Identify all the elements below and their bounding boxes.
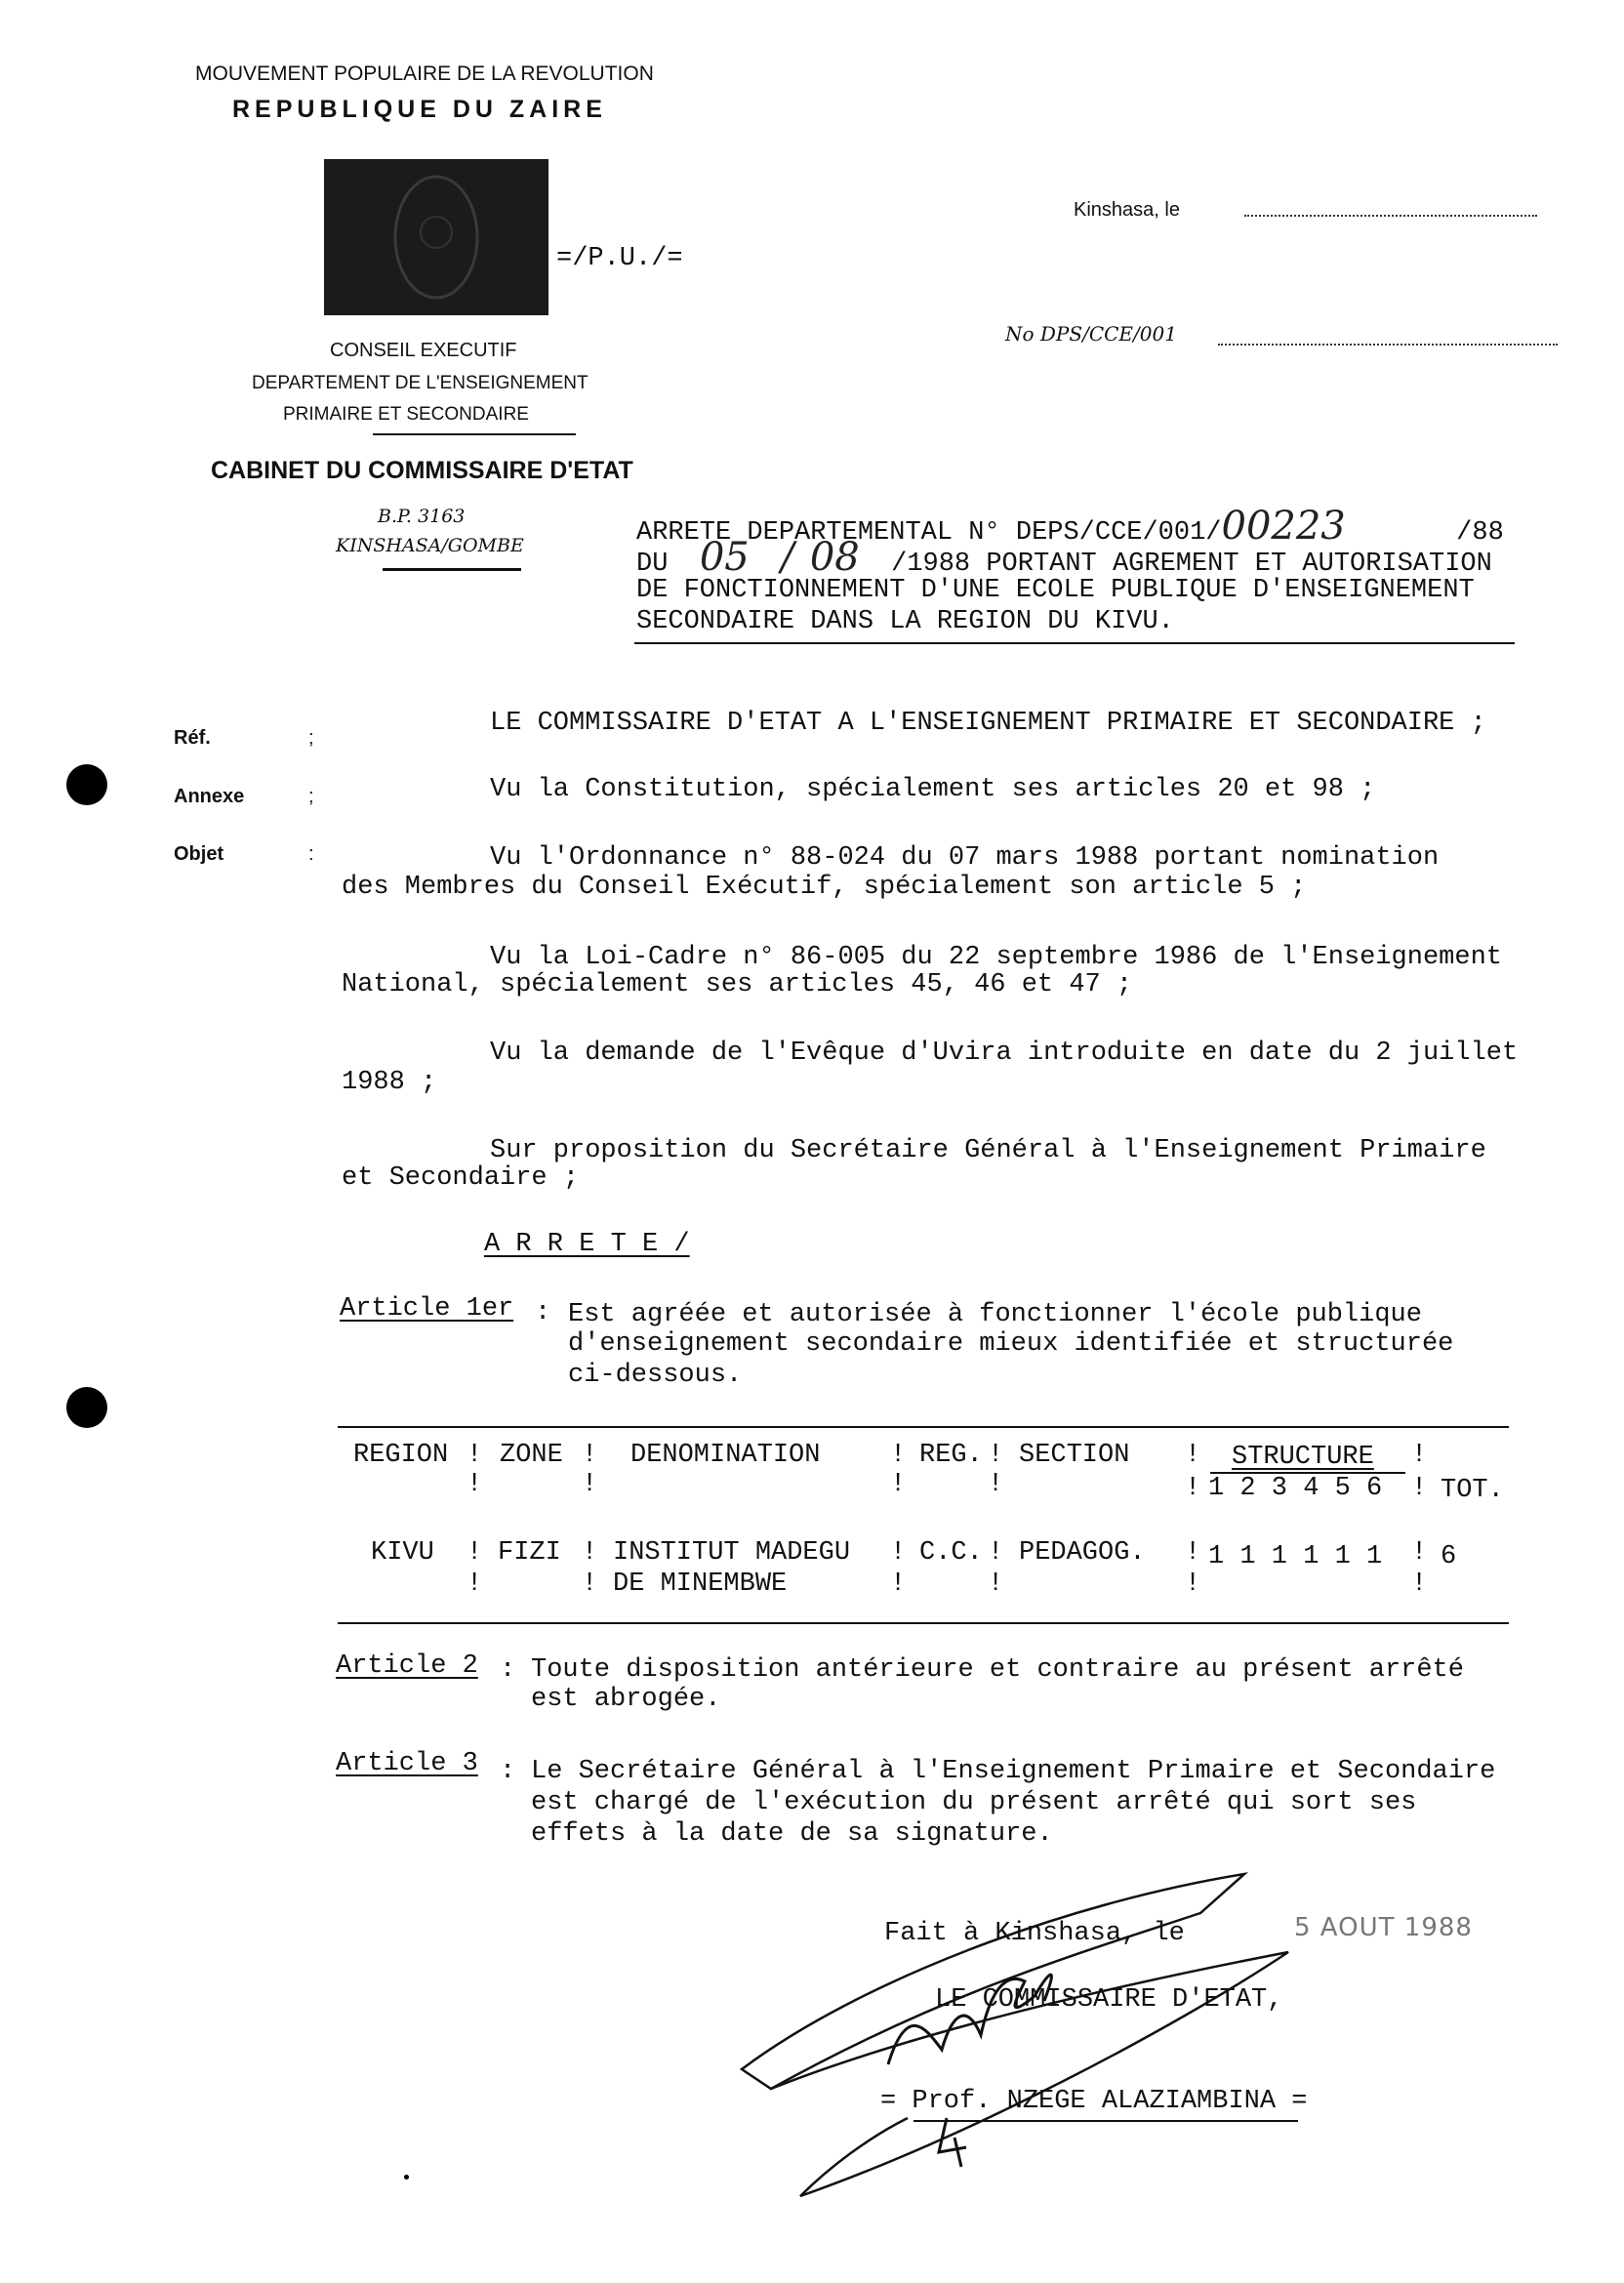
article2-l2: est abrogée. <box>531 1685 721 1714</box>
article3-l1: Le Secrétaire Général à l'Enseignement Primaire et Secondaire <box>531 1757 1496 1786</box>
ref-label: Réf. <box>174 727 211 749</box>
article1-l1: Est agréée et autorisée à fonctionner l'école publique <box>568 1300 1422 1329</box>
number-blank-line <box>1218 332 1558 346</box>
considering-ordinance-l1: Vu l'Ordonnance n° 88-024 du 07 mars 1988 portant nomination <box>490 843 1440 873</box>
annexe-separator: ; <box>308 786 314 807</box>
signatory-name: = Prof. NZEGE ALAZIAMBINA = <box>880 2087 1308 2116</box>
objet-separator: : <box>308 843 314 865</box>
article1-label: Article 1er <box>340 1294 514 1324</box>
considering-request-l2: 1988 ; <box>342 1068 437 1097</box>
col-sep: ! <box>1411 1441 1428 1470</box>
department-line2: PRIMAIRE ET SECONDAIRE <box>283 404 529 425</box>
council-label: CONSEIL EXECUTIF <box>330 340 517 361</box>
annexe-label: Annexe <box>174 786 245 807</box>
col-sep: ! <box>467 1538 483 1568</box>
proposal-l1: Sur proposition du Secrétaire Général à l'Enseignement Primaire <box>490 1136 1486 1165</box>
col-sep: ! <box>890 1538 907 1568</box>
cell-structure: 1 1 1 1 1 1 <box>1208 1542 1383 1571</box>
header-reg: REG. <box>919 1441 983 1470</box>
republic-heading: REPUBLIQUE DU ZAIRE <box>232 96 607 123</box>
article3-l3: effets à la date de sa signature. <box>531 1819 1053 1849</box>
place-date-label: Kinshasa, le <box>1074 199 1180 221</box>
col-sep: ! <box>582 1570 598 1599</box>
article2-l1: Toute disposition antérieure et contraire au présent arrêté <box>531 1655 1464 1685</box>
header-total: TOT. <box>1441 1476 1504 1505</box>
signature-icon <box>712 1855 1318 2206</box>
col-sep: ! <box>890 1441 907 1470</box>
col-sep: ! <box>582 1470 598 1499</box>
cell-denomination-l1: INSTITUT MADEGU <box>613 1538 851 1568</box>
col-sep: ! <box>1185 1538 1201 1568</box>
table-top-rule <box>338 1426 1509 1428</box>
stray-mark <box>404 2175 409 2180</box>
proposal-l2: et Secondaire ; <box>342 1163 580 1193</box>
decree-day-handwritten: 05 <box>699 535 750 580</box>
col-sep: ! <box>467 1441 483 1470</box>
table-bottom-rule <box>338 1622 1509 1624</box>
done-at-line: Fait à Kinshasa, le <box>884 1919 1185 1948</box>
col-sep: ! <box>1411 1474 1428 1503</box>
header-section: SECTION <box>1019 1441 1130 1470</box>
city-address: KINSHASA/GOMBE <box>336 535 524 556</box>
col-sep: ! <box>467 1570 483 1599</box>
article1-l3: ci-dessous. <box>568 1361 743 1390</box>
decree-number-handwritten: 00223 <box>1221 504 1346 549</box>
header-divider <box>373 433 576 435</box>
considering-ordinance-l2: des Membres du Conseil Exécutif, spécialement son article 5 ; <box>342 873 1307 902</box>
col-sep: ! <box>467 1470 483 1499</box>
considering-constitution: Vu la Constitution, spécialement ses articles 20 et 98 ; <box>490 775 1376 804</box>
considering-law-l2: National, spécialement ses articles 45, 46 et 47 ; <box>342 970 1133 999</box>
address-underline <box>383 568 521 571</box>
ref-separator: ; <box>308 727 314 749</box>
header-region: REGION <box>353 1441 449 1470</box>
cell-reg: C.C. <box>919 1538 983 1568</box>
po-box: B.P. 3163 <box>378 506 466 527</box>
header-structure-years: 1 2 3 4 5 6 <box>1208 1474 1383 1503</box>
date-blank-line <box>1244 203 1537 217</box>
col-sep: ! <box>890 1470 907 1499</box>
decree-month-handwritten: 08 <box>809 535 860 580</box>
considering-request-l1: Vu la demande de l'Evêque d'Uvira introduite en date du 2 juillet <box>490 1039 1519 1068</box>
article2-separator: : <box>500 1655 516 1685</box>
considering-law-l1: Vu la Loi-Cadre n° 86-005 du 22 septembre 1986 de l'Enseignement <box>490 943 1502 972</box>
department-line1: DEPARTEMENT DE L'ENSEIGNEMENT <box>252 373 589 393</box>
decree-title-line3: DE FONCTIONNEMENT D'UNE ECOLE PUBLIQUE D'ENSEIGNEMENT <box>636 576 1475 605</box>
col-sep: ! <box>988 1538 1004 1568</box>
article3-label: Article 3 <box>336 1749 478 1778</box>
article2-label: Article 2 <box>336 1651 478 1681</box>
col-sep: ! <box>988 1570 1004 1599</box>
article1-l2: d'enseignement secondaire mieux identifiée et structurée <box>568 1329 1454 1359</box>
decree-title-line1: ARRETE DEPARTEMENTAL N° DEPS/CCE/001/00223 /88 <box>636 504 1504 549</box>
col-sep: ! <box>988 1441 1004 1470</box>
coat-of-arms-seal <box>324 159 548 315</box>
col-sep: ! <box>582 1441 598 1470</box>
col-sep: ! <box>1185 1441 1201 1470</box>
cabinet-heading: CABINET DU COMMISSAIRE D'ETAT <box>211 457 633 484</box>
article1-separator: : <box>535 1298 551 1327</box>
authority-line: LE COMMISSAIRE D'ETAT A L'ENSEIGNEMENT PRIMAIRE ET SECONDAIRE ; <box>490 709 1486 738</box>
cell-denomination-l2: DE MINEMBWE <box>613 1570 788 1599</box>
cell-total: 6 <box>1441 1542 1457 1571</box>
punch-hole <box>66 1387 107 1428</box>
cell-zone: FIZI <box>498 1538 561 1568</box>
col-sep: ! <box>1411 1538 1428 1568</box>
decrees-heading: A R R E T E / <box>484 1230 690 1259</box>
article3-l2: est chargé de l'exécution du présent arrêté qui sort ses <box>531 1788 1417 1817</box>
cell-section: PEDAGOG. <box>1019 1538 1146 1568</box>
date-stamp: 5 AOUT 1988 <box>1294 1913 1473 1942</box>
header-structure: STRUCTURE <box>1232 1443 1374 1472</box>
objet-label: Objet <box>174 843 224 865</box>
title-underline <box>634 642 1515 644</box>
cell-region: KIVU <box>371 1538 434 1568</box>
header-denomination: DENOMINATION <box>630 1441 821 1470</box>
decree-title-line2: DU 05 / 08 /1988 PORTANT AGREMENT ET AUTORISATION <box>636 535 1492 580</box>
col-sep: ! <box>582 1538 598 1568</box>
col-sep: ! <box>1185 1570 1201 1599</box>
header-zone: ZONE <box>500 1441 563 1470</box>
movement-heading: MOUVEMENT POPULAIRE DE LA REVOLUTION <box>195 62 654 85</box>
commissioner-title: LE COMMISSAIRE D'ETAT, <box>935 1985 1283 2015</box>
col-sep: ! <box>1411 1570 1428 1599</box>
pu-code: =/P.U./= <box>556 244 683 273</box>
reference-number-label: No DPS/CCE/001 <box>1005 322 1177 346</box>
col-sep: ! <box>1185 1474 1201 1503</box>
emblem-icon <box>324 159 548 315</box>
col-sep: ! <box>890 1570 907 1599</box>
decree-title-line4: SECONDAIRE DANS LA REGION DU KIVU. <box>636 607 1174 636</box>
article3-separator: : <box>500 1757 516 1786</box>
punch-hole <box>66 764 107 805</box>
col-sep: ! <box>988 1470 1004 1499</box>
